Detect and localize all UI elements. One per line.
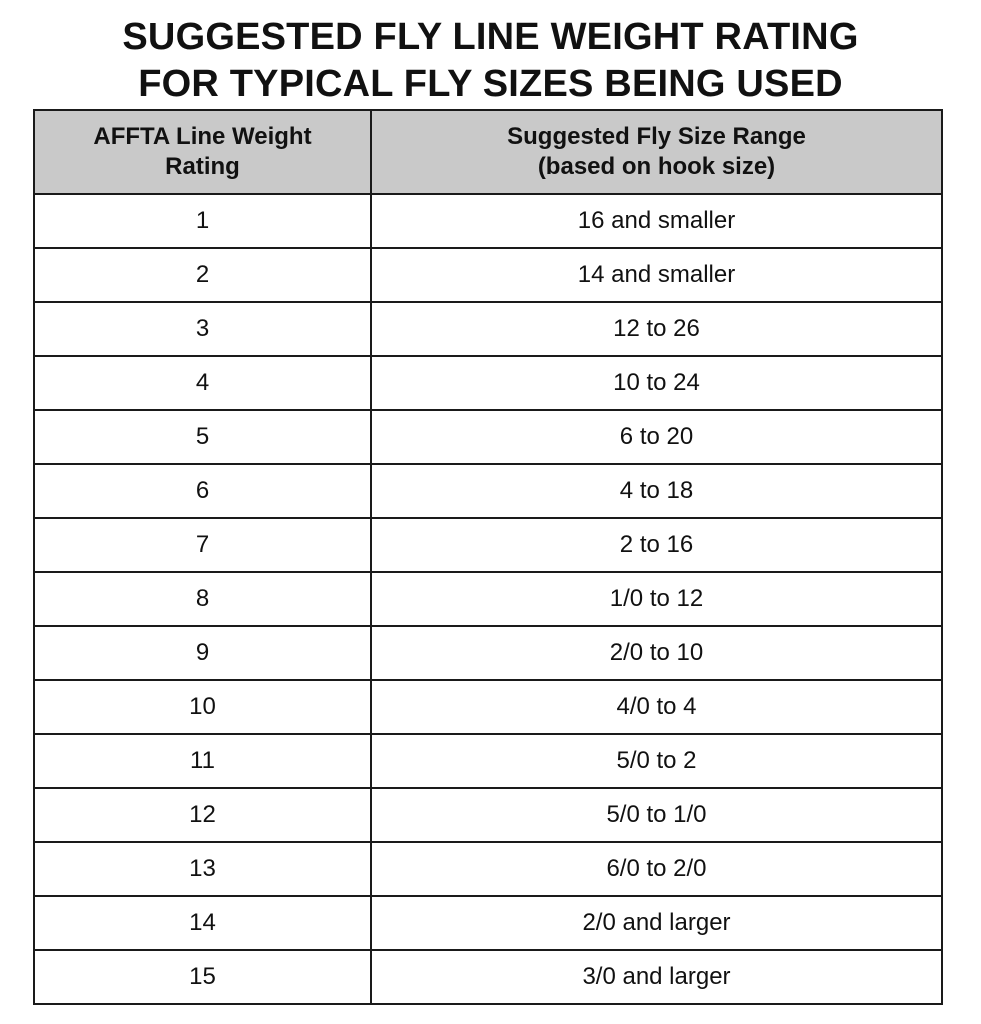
table-row — [34, 788, 942, 842]
rating-cell: 3 — [34, 302, 371, 356]
rating-cell: 2 — [34, 248, 371, 302]
header-line-weight-rating — [34, 110, 371, 194]
table-row — [34, 896, 942, 950]
rating-cell: 15 — [34, 950, 371, 1004]
table-row — [34, 464, 942, 518]
rating-cell: 5 — [34, 410, 371, 464]
title-line-2: FOR TYPICAL FLY SIZES BEING USED — [138, 63, 843, 105]
header-col2-line1: Suggested Fly Size Range — [507, 123, 806, 150]
range-cell: 6 to 20 — [371, 410, 942, 464]
range-cell: 12 to 26 — [371, 302, 942, 356]
header-fly-size-range — [371, 110, 942, 194]
range-cell: 16 and smaller — [371, 194, 942, 248]
table-row — [34, 194, 942, 248]
page-title — [0, 14, 981, 108]
table-row — [34, 356, 942, 410]
rating-cell: 8 — [34, 572, 371, 626]
range-cell: 4 to 18 — [371, 464, 942, 518]
table-header-row — [34, 110, 942, 194]
table-row — [34, 842, 942, 896]
table-row — [34, 572, 942, 626]
range-cell: 10 to 24 — [371, 356, 942, 410]
header-col2-line2: (based on hook size) — [537, 153, 776, 180]
range-cell: 2/0 to 10 — [371, 626, 942, 680]
rating-cell: 12 — [34, 788, 371, 842]
range-cell: 5/0 to 1/0 — [371, 788, 942, 842]
rating-cell: 1 — [34, 194, 371, 248]
range-cell: 2 to 16 — [371, 518, 942, 572]
range-cell: 6/0 to 2/0 — [371, 842, 942, 896]
range-cell: 14 and smaller — [371, 248, 942, 302]
header-col1-line2: Rating — [165, 153, 240, 180]
title-line-1: SUGGESTED FLY LINE WEIGHT RATING — [122, 16, 859, 58]
rating-cell: 6 — [34, 464, 371, 518]
fly-line-weight-table — [33, 109, 943, 1005]
table-row — [34, 626, 942, 680]
table-row — [34, 680, 942, 734]
rating-cell: 7 — [34, 518, 371, 572]
range-cell: 4/0 to 4 — [371, 680, 942, 734]
table-row — [34, 410, 942, 464]
range-cell: 5/0 to 2 — [371, 734, 942, 788]
table-row — [34, 248, 942, 302]
range-cell: 1/0 to 12 — [371, 572, 942, 626]
table-row — [34, 950, 942, 1004]
range-cell: 3/0 and larger — [371, 950, 942, 1004]
header-col1-line1: AFFTA Line Weight — [93, 123, 312, 150]
rating-cell: 11 — [34, 734, 371, 788]
rating-cell: 10 — [34, 680, 371, 734]
rating-cell: 4 — [34, 356, 371, 410]
rating-cell: 9 — [34, 626, 371, 680]
table-row — [34, 302, 942, 356]
rating-cell: 14 — [34, 896, 371, 950]
table-row — [34, 518, 942, 572]
rating-cell: 13 — [34, 842, 371, 896]
table-row — [34, 734, 942, 788]
range-cell: 2/0 and larger — [371, 896, 942, 950]
